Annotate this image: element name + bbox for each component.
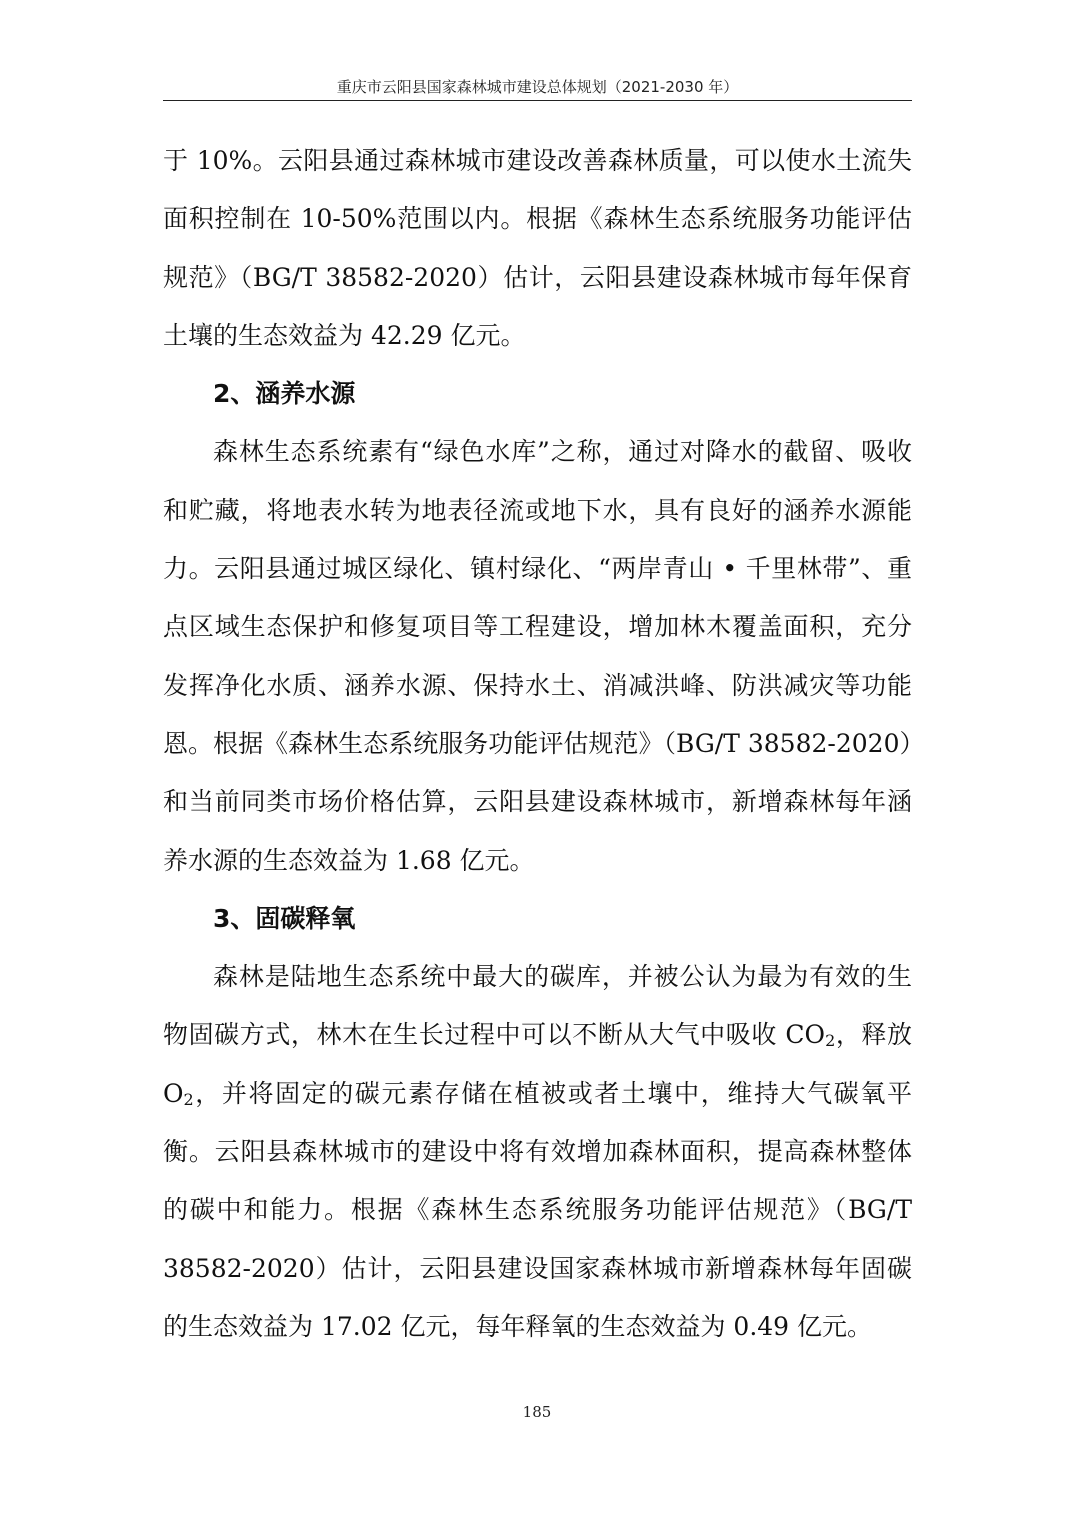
page-number: 185 (522, 1403, 552, 1421)
o2-subscript: 2 (183, 1089, 194, 1109)
co2-subscript: 2 (825, 1031, 836, 1051)
paragraph-soil-conservation: 于 10%。云阳县通过森林城市建设改善森林质量，可以使水土流失面积控制在 10-50%范围以内。根据《森林生态系统服务功能评估规范》（BG/T 38582-2020）估计，云阳县建设森林城市每年保育土壤的生态效益为 42.29 亿元。 (163, 146, 913, 350)
paragraph-water-conservation: 森林生态系统素有“绿色水库”之称，通过对降水的截留、吸收和贮藏，将地表水转为地表径流或地下水，具有良好的涵养水源能力。云阳县通过城区绿化、镇村绿化、“两岸青山 • 千里林带”、重点区域生态保护和修复项目等工程建设，增加林木覆盖面积，充分发挥净化水质、涵养水源、保持水土、消减洪峰、防洪减灾等功能恩。根据《森林生态系统服务功能评估规范》（BG/T 38582-2020）和当前同类市场价格估算，云阳县建设森林城市，新增森林每年涵养水源的生态效益为 1.68 亿元。 (163, 437, 912, 875)
page-header (163, 74, 912, 101)
paragraph-text-segment: ，并将固定的碳元素存储在植被或者土壤中，维持大气碳氧平衡。云阳县森林城市的建设中将有效增加森林面积，提高森林整体的碳中和能力。根据《森林生态系统服务功能评估规范》（BG/T 38582-2020）估计，云阳县建设国家森林城市新增森林每年固碳的生态效益为 17.02 亿元，每年释氧的生态效益为 0.49 亿元。 (163, 1078, 912, 1341)
paragraph-carbon-oxygen (163, 948, 912, 1356)
document-body (163, 132, 912, 1356)
paragraph-text-segment: ，释放 O (163, 1020, 912, 1108)
section-heading-carbon-oxygen: 3、固碳释氧 (213, 903, 356, 933)
section-heading-water-conservation: 2、涵养水源 (213, 379, 356, 409)
paragraph-text-segment: 森林是陆地生态系统中最大的碳库，并被公认为最为有效的生物固碳方式，林木在生长过程中可以不断从大气中吸收 CO (163, 962, 912, 1050)
header-title: 重庆市云阳县国家森林城市建设总体规划（2021-2030 年） (336, 78, 739, 96)
